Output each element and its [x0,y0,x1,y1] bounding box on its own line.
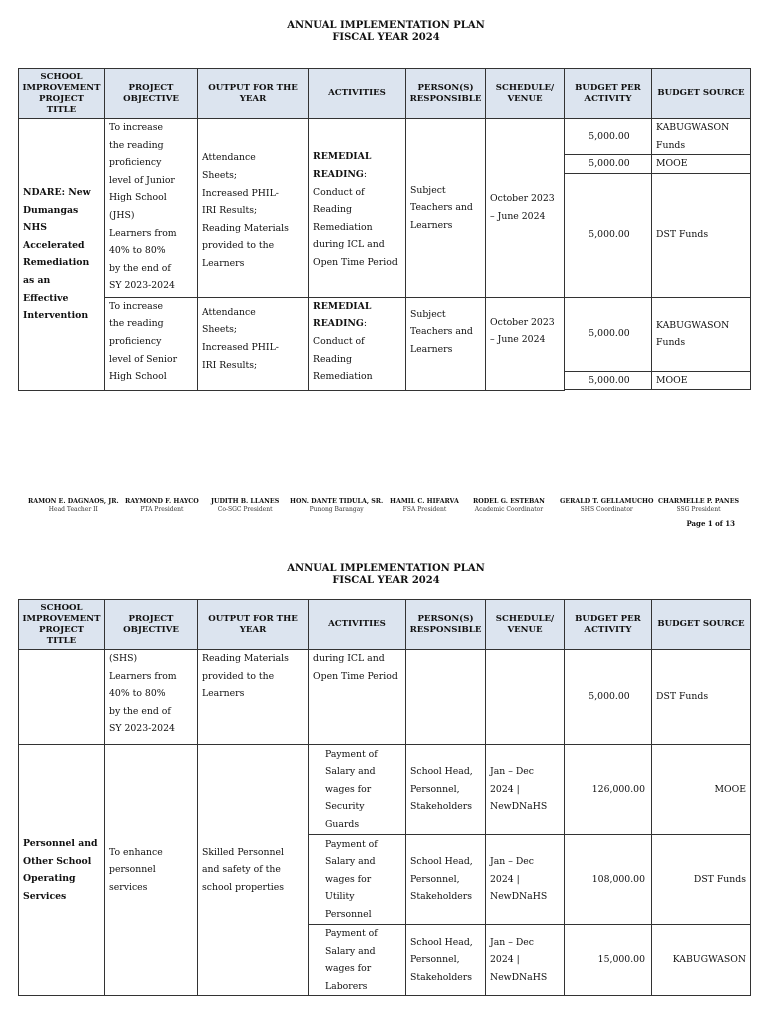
activity-line: during ICL and [313,239,385,251]
cell-line: 2024 | [490,873,520,885]
cell-line: during ICL and [313,653,385,664]
cell-line: School Head, [410,856,473,868]
cell-line: Funds [656,337,686,349]
cell-line: personnel [109,864,156,876]
cell-line: To increase [109,300,163,312]
persons-cell [406,925,486,996]
table-row [19,297,751,371]
activity-cell [309,119,406,298]
cell-line: 40% to 80% [109,688,166,700]
activity-cell [309,925,406,996]
cell-line: Remediation [23,257,90,269]
cell-line: Payment of [325,928,378,939]
cell-line: Reading Materials [202,653,289,664]
col-header-budget [565,69,652,119]
cell-line: October 2023 [490,316,555,328]
activity-bold-1: REMEDIAL [313,300,372,312]
cell-line: Sheets; [202,324,237,336]
output-cell [198,650,309,745]
cell-line: Funds [656,139,686,151]
cell-line: SCHEDULE/ [495,613,555,624]
signatory: CHARMELLE P. PANES SSG President [658,498,740,513]
cell-line: IRI Results; [202,359,258,371]
cell-line: SY 2023-2024 [109,723,175,735]
cell-line: the reading [109,139,164,151]
col-header-activities [309,69,406,119]
cell-line: provided to the [202,240,275,252]
cell-line: To increase [109,122,163,133]
output-cell [198,745,309,996]
cell-line: OUTPUT FOR THE [208,82,298,93]
signatory: RAMON E. DAGNAOS, JR. Head Teacher II [28,498,119,513]
objective-cell [105,745,198,996]
source-cell [652,297,751,371]
page2-title-block [0,563,768,587]
objective-cell [105,650,198,745]
page1-title: ANNUAL IMPLEMENTATION PLAN [287,20,485,31]
source-cell [652,155,751,174]
cell-line: NDARE: New [23,187,91,199]
activity-cell [309,745,406,835]
cell-line: Personnel [325,908,372,920]
cell-line: Payment of [325,838,378,850]
col-header-persons [406,69,486,119]
cell-line: Learners [202,688,245,700]
cell-line: VENUE [507,93,543,104]
budget-cell: 5,000.00 [565,650,652,745]
cell-line: Services [23,890,67,902]
table-header-row [19,600,751,650]
signatory: HAMIL C. HIFARVA FSA President [390,498,459,513]
persons-cell [406,119,486,298]
budget-cell: 5,000.00 [565,297,652,371]
cell-line: KABUGWASON [656,122,730,133]
cell-line: – June 2024 [490,334,546,346]
signatory: GERALD T. GELLAMUCHO SHS Coordinator [560,498,654,513]
cell-line: Personnel and [23,838,98,849]
persons-cell [406,745,486,835]
cell-line: OUTPUT FOR THE [208,613,298,624]
cell-line: wages for [325,783,372,795]
signatory: HON. DANTE TIDULA, SR. Punong Barangay [290,498,384,513]
cell-line: Salary and [325,856,376,868]
cell-line: Accelerated [23,239,85,251]
page1-title-block [0,20,768,44]
col-header-title [19,69,105,119]
cell-line: Jan – Dec [490,936,534,948]
cell-line: PROJECT [39,93,84,104]
output-cell [198,119,309,298]
activity-colon: : [363,318,368,330]
budget-cell: 15,000.00 [565,925,652,996]
spacer [565,390,751,391]
cell-line: Open Time Period [313,670,398,682]
cell-line: Learners from [109,227,177,239]
col-header-budget [565,600,652,650]
cell-line: YEAR [239,624,267,635]
signatory: JUDITH B. LLANES Co-SGC President [211,498,280,513]
col-header-title [19,600,105,650]
cell-line: BUDGET SOURCE [657,88,745,98]
activity-cell [309,297,406,390]
cell-line: VENUE [507,624,543,635]
col-header-objective [105,600,198,650]
cell-line: KABUGWASON [656,319,730,331]
cell-line: Personnel, [410,783,460,795]
cell-line: PERSON(S) [417,613,474,624]
schedule-cell [486,297,565,390]
source-cell [652,371,751,390]
activity-line: Remediation [313,221,373,233]
plan-table-page2 [18,599,751,996]
cell-line: Security [325,801,365,813]
cell-line: as an [23,275,51,287]
cell-line: BUDGET PER [575,613,641,624]
cell-line: 40% to 80% [109,245,166,257]
cell-line: (JHS) [109,209,135,221]
cell-line: October 2023 [490,193,555,205]
table-row [19,650,751,745]
cell-line: wages for [325,873,372,885]
cell-line: School Head, [410,936,473,948]
cell-line: level of Junior [109,174,175,186]
cell-line: 2024 | [490,783,520,795]
cell-line: Salary and [325,945,376,957]
cell-line: Stakeholders [410,801,473,813]
cell-line: the reading [109,318,164,330]
cell-line: Dumangas [23,204,79,216]
cell-line: wages for [325,963,372,975]
cell-line: NewDNaHS [490,891,548,903]
cell-line: MOOE [656,158,688,170]
col-header-persons [406,600,486,650]
cell-line: – June 2024 [490,210,546,222]
cell-line: ACTIVITIES [328,619,386,629]
cell-line: PROJECT [39,624,84,635]
cell-line: Personnel, [410,873,460,885]
activity-colon: : [363,168,368,180]
cell-line: NewDNaHS [490,971,548,983]
budget-cell: 5,000.00 [565,119,652,155]
cell-line: Jan – Dec [490,856,534,868]
activity-line: Remediation [313,371,373,383]
budget-cell: 5,000.00 [565,155,652,174]
col-header-output [198,69,309,119]
cell-line: Operating [23,873,76,885]
cell-line: Stakeholders [410,971,473,983]
col-header-output [198,600,309,650]
schedule-cell [486,119,565,298]
plan-table-page1 [18,68,751,391]
cell-line: school properties [202,881,284,893]
cell-line: NHS [23,222,47,234]
cell-line: Attendance [202,306,256,318]
cell-line: (SHS) [109,653,138,664]
project-title-cell [19,119,105,391]
cell-line: Stakeholders [410,891,473,903]
cell-line: IMPROVEMENT [22,82,101,93]
cell-line: level of Senior [109,353,178,365]
cell-line: MOOE [656,374,688,386]
cell-line: proficiency [109,335,162,347]
cell-line: BUDGET SOURCE [657,619,745,629]
activity-line: Reading [313,204,352,216]
schedule-cell [486,745,565,835]
col-header-source [652,600,751,650]
activity-bold-2: READING [313,318,364,330]
cell-line: provided to the [202,670,275,682]
cell-line: PROJECT [128,82,174,93]
schedule-cell [486,925,565,996]
project-title-cell [19,650,105,745]
cell-line: Increased PHIL- [202,187,279,199]
cell-line: Guards [325,818,360,830]
budget-cell: 126,000.00 [565,745,652,835]
cell-line: SCHOOL [40,71,83,82]
cell-line: Intervention [23,310,89,322]
col-header-schedule [486,600,565,650]
page-number: Page 1 of 13 [686,519,735,528]
budget-cell: 5,000.00 [565,173,652,297]
persons-cell [406,297,486,390]
cell-line: Skilled Personnel [202,846,284,858]
activity-line: Reading [313,353,352,365]
cell-line: Learners [410,219,453,231]
table-row [19,745,751,835]
cell-line: Reading Materials [202,222,289,234]
cell-line: services [109,881,148,893]
cell-line: RESPONSIBLE [409,624,482,635]
cell-line: IRI Results; [202,205,258,217]
cell-line: High School [109,192,167,204]
cell-line: Payment of [325,748,378,760]
cell-line: DST Funds [656,229,709,241]
cell-line: SY 2023-2024 [109,280,175,292]
cell-line: Teachers and [410,202,473,214]
source-cell: DST Funds [652,650,751,745]
cell-line: ACTIVITY [584,93,632,104]
cell-line: Personnel, [410,954,460,966]
cell-line: Laborers [325,980,368,992]
source-cell [652,173,751,297]
cell-line: TITLE [46,635,77,646]
objective-cell [105,297,198,390]
cell-line: Sheets; [202,169,237,181]
col-header-schedule [486,69,565,119]
cell-line: Subject [410,184,446,196]
page2-title: ANNUAL IMPLEMENTATION PLAN [287,563,485,574]
cell-line: and safety of the [202,864,281,876]
cell-line: PERSON(S) [417,82,474,93]
persons-cell [406,650,486,745]
cell-line: NewDNaHS [490,801,548,813]
source-cell: DST Funds [652,835,751,925]
cell-line: RESPONSIBLE [409,93,482,104]
col-header-activities [309,600,406,650]
col-header-objective [105,69,198,119]
cell-line: YEAR [239,93,267,104]
activity-cell [309,835,406,925]
cell-line: by the end of [109,705,171,717]
cell-line: SCHOOL [40,602,83,613]
cell-line: OBJECTIVE [123,624,179,635]
cell-line: Effective [23,292,69,304]
cell-line: proficiency [109,157,162,169]
col-header-source [652,69,751,119]
cell-line: 2024 | [490,954,520,966]
objective-cell [105,119,198,298]
cell-line: TITLE [46,104,77,115]
cell-line: ACTIVITY [584,624,632,635]
budget-cell: 108,000.00 [565,835,652,925]
schedule-cell [486,650,565,745]
page1-subtitle: FISCAL YEAR 2024 [332,32,440,43]
output-cell [198,297,309,390]
activity-cell [309,650,406,745]
activity-bold-2: READING [313,168,364,180]
cell-line: BUDGET PER [575,82,641,93]
table-header-row [19,69,751,119]
cell-line: Utility [325,891,355,903]
page2-subtitle: FISCAL YEAR 2024 [332,575,440,586]
signatory: RAYMOND F. HAYCO PTA President [125,498,199,513]
schedule-cell [486,835,565,925]
source-cell [652,119,751,155]
cell-line: IMPROVEMENT [22,613,101,624]
cell-line: High School [109,371,167,383]
cell-line: Jan – Dec [490,766,534,778]
cell-line: Learners [202,257,245,269]
cell-line: OBJECTIVE [123,93,179,104]
cell-line: Other School [23,855,92,867]
cell-line: Attendance [202,152,256,164]
source-cell: KABUGWASON [652,925,751,996]
source-cell: MOOE [652,745,751,835]
persons-cell [406,835,486,925]
cell-line: SCHEDULE/ [495,82,555,93]
signatory: RODEL G. ESTEBAN Academic Coordinator [473,498,545,513]
cell-line: Teachers and [410,326,473,338]
cell-line: Salary and [325,766,376,778]
activity-line: Open Time Period [313,256,398,268]
project-title-cell [19,745,105,996]
cell-line: by the end of [109,262,171,274]
activity-line: Conduct of [313,335,365,347]
cell-line: School Head, [410,766,473,778]
activity-bold-1: REMEDIAL [313,151,372,163]
budget-cell: 5,000.00 [565,371,652,390]
cell-line: Learners from [109,670,177,682]
cell-line: To enhance [109,846,163,858]
cell-line: PROJECT [128,613,174,624]
cell-line: ACTIVITIES [328,88,386,98]
cell-line: Learners [410,343,453,355]
activity-line: Conduct of [313,186,365,198]
cell-line: Subject [410,308,446,320]
table-row [19,119,751,155]
cell-line: Increased PHIL- [202,341,279,353]
